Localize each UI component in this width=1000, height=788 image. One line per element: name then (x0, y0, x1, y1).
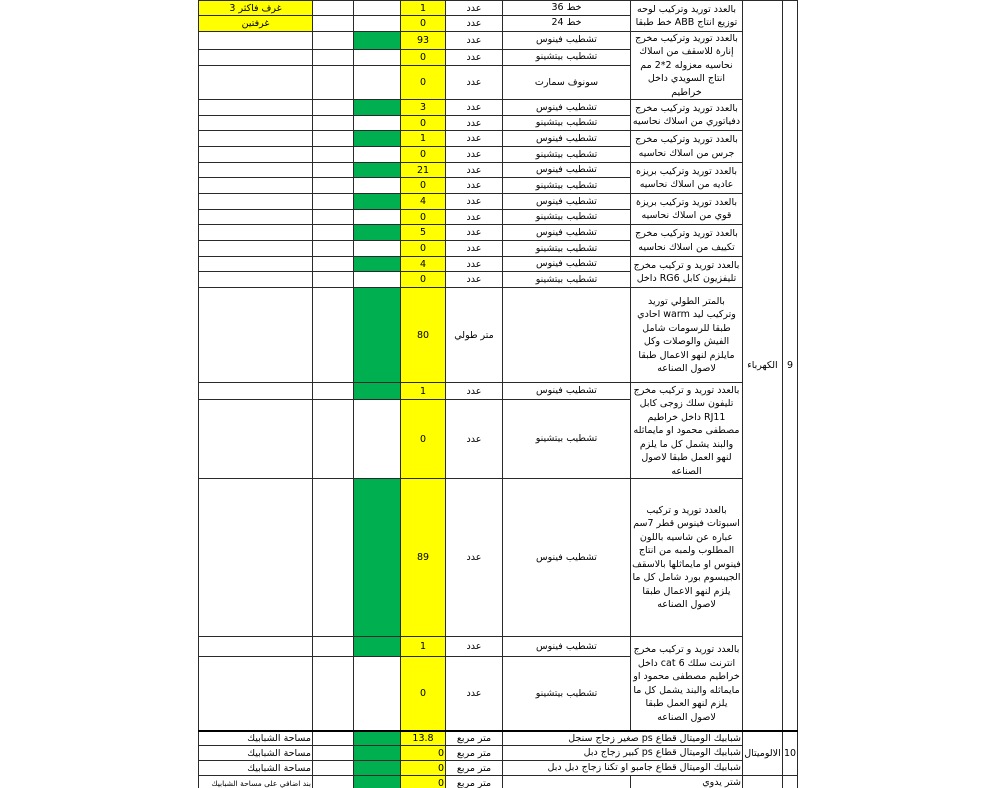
unit-cell: عدد (446, 66, 503, 100)
empty-cell (313, 131, 354, 147)
quantity-cell: 0 (401, 116, 446, 131)
marker-cell (354, 178, 401, 194)
item-cell: تشطيب فينوس (503, 383, 631, 400)
unit-cell: عدد (446, 147, 503, 163)
unit-cell: عدد (446, 163, 503, 178)
quantity-cell: 0 (401, 178, 446, 194)
item-cell: سونوف سمارت (503, 66, 631, 100)
empty-cell (313, 49, 354, 66)
marker-cell (354, 194, 401, 210)
empty-cell (313, 1, 354, 16)
marker-cell (354, 776, 401, 788)
section-number-cell: 9 (783, 1, 798, 731)
empty-cell (313, 731, 354, 746)
section-name-cell: الكهرباء (743, 1, 783, 731)
unit-cell: متر مربع (446, 746, 503, 761)
quantity-cell: 0 (401, 241, 446, 257)
marker-cell (354, 383, 401, 400)
row-label-cell: غرفتين (199, 16, 313, 32)
description-cell: بالعدد توريد و تركيب مخرج تليفون سلك زوجى كابل RJ11 داخل خراطيم مصطفى محمود او مايماثله والبند يشمل كل ما يلزم لنهو العمل طبقا لاصول الصناعه (631, 383, 743, 479)
unit-cell: عدد (446, 178, 503, 194)
unit-cell: عدد (446, 131, 503, 147)
quantity-cell: 4 (401, 194, 446, 210)
marker-cell (354, 116, 401, 131)
item-cell: خط 36 (503, 1, 631, 16)
quantity-cell: 0 (401, 400, 446, 479)
item-cell: تشطيب بيتشينو (503, 241, 631, 257)
marker-cell (354, 49, 401, 66)
empty-cell (313, 225, 354, 241)
marker-cell (354, 16, 401, 32)
empty-cell (313, 272, 354, 288)
item-cell: تشطيب بيتشينو (503, 400, 631, 479)
quantity-cell: 0 (401, 66, 446, 100)
item-cell: تشطيب فينوس (503, 163, 631, 178)
marker-cell (354, 66, 401, 100)
row-label-cell (199, 32, 313, 50)
marker-cell (354, 761, 401, 776)
quantity-cell: 0 (401, 761, 446, 776)
row-label-cell (199, 194, 313, 210)
empty-cell (313, 776, 354, 788)
row-label-cell (199, 66, 313, 100)
empty-cell (313, 637, 354, 657)
item-cell: تشطيب فينوس (503, 637, 631, 657)
empty-cell (313, 116, 354, 131)
unit-cell: عدد (446, 32, 503, 50)
empty-cell (313, 147, 354, 163)
description-cell: بالعدد توريد وتركيب مخرج جرس من اسلاك نحاسيه (631, 131, 743, 163)
empty-cell (313, 66, 354, 100)
item-cell: تشطيب بيتشينو (503, 49, 631, 66)
marker-cell (354, 241, 401, 257)
row-label-cell (199, 100, 313, 116)
quantity-cell: 1 (401, 131, 446, 147)
item-cell: شبابيك الوميتال قطاع ps صغير زجاج سنجل (503, 731, 743, 746)
quantity-cell: 13.8 (401, 731, 446, 746)
description-cell: بالمتر الطولي توريد وتركيب ليد warm احادي طبقا للرسومات شامل الفيش والوصلات وكل مايلزم لنهو الاعمال طبقا لاصول الصناعه (631, 288, 743, 383)
quantity-cell: 3 (401, 100, 446, 116)
empty-cell (313, 16, 354, 32)
marker-cell (354, 131, 401, 147)
marker-cell (354, 147, 401, 163)
row-label-cell (199, 257, 313, 272)
item-cell: تشطيب فينوس (503, 257, 631, 272)
empty-cell (313, 288, 354, 383)
quantity-cell: 1 (401, 1, 446, 16)
unit-cell: عدد (446, 49, 503, 66)
empty-cell (313, 241, 354, 257)
item-cell: تشطيب بيتشينو (503, 272, 631, 288)
marker-cell (354, 288, 401, 383)
row-label-cell (199, 637, 313, 657)
section-name-cell (743, 776, 783, 788)
description-cell: بالعدد توريد و تركيب مخرج تليفزيون كابل RG6 داخل (631, 257, 743, 288)
marker-cell (354, 257, 401, 272)
empty-cell (313, 100, 354, 116)
unit-cell: متر مربع (446, 731, 503, 746)
row-label-cell (199, 657, 313, 731)
quantity-cell: 89 (401, 479, 446, 637)
description-cell: بالعدد توريد وتركيب مخرج تكييف من اسلاك نحاسيه (631, 225, 743, 257)
empty-cell (313, 400, 354, 479)
unit-cell: عدد (446, 194, 503, 210)
unit-cell: عدد (446, 400, 503, 479)
row-label-cell (199, 225, 313, 241)
row-label-cell (199, 272, 313, 288)
item-cell: شبابيك الوميتال قطاع ps كبير زجاج دبل (503, 746, 743, 761)
unit-cell: عدد (446, 257, 503, 272)
item-cell: تشطيب بيتشينو (503, 147, 631, 163)
quantity-cell: 80 (401, 288, 446, 383)
marker-cell (354, 272, 401, 288)
empty-cell (313, 383, 354, 400)
row-label-cell (199, 49, 313, 66)
marker-cell (354, 163, 401, 178)
marker-cell (354, 225, 401, 241)
description-cell: بالعدد توريد وتركيب بريزه عاديه من اسلاك نحاسيه (631, 163, 743, 194)
description-cell: بالعدد توريد و تركيب مخرج انترنت سلك cat 6 داخل خراطيم مصطفى محمود او مايماثله والبند يشمل كل ما يلزم لنهو العمل طبقا لاصول الصناعه (631, 637, 743, 731)
unit-cell: عدد (446, 1, 503, 16)
row-label-cell (199, 116, 313, 131)
quantity-cell: 0 (401, 746, 446, 761)
item-cell: تشطيب فينوس (503, 32, 631, 50)
empty-cell (313, 761, 354, 776)
row-label-cell: غرف فاكثر 3 (199, 1, 313, 16)
marker-cell (354, 400, 401, 479)
description-cell: بالعدد توريد وتركيب مخرج دفياتوري من اسلاك نحاسيه (631, 100, 743, 131)
row-label-cell (199, 147, 313, 163)
unit-cell: عدد (446, 383, 503, 400)
row-label-cell: بند اضافي على مساحة الشبابيك (199, 776, 313, 788)
marker-cell (354, 746, 401, 761)
description-cell: بالعدد توريد وتركيب لوحه توزيع انتاج ABB خط طبقا (631, 1, 743, 32)
unit-cell: عدد (446, 210, 503, 225)
row-label-cell (199, 210, 313, 225)
row-label-cell (199, 479, 313, 637)
description-cell: بالعدد توريد وتركيب بريزة قوي من اسلاك نحاسيه (631, 194, 743, 225)
empty-cell (313, 178, 354, 194)
empty-cell (313, 479, 354, 637)
empty-cell (313, 32, 354, 50)
item-cell: تشطيب بيتشينو (503, 657, 631, 731)
item-cell: تشطيب بيتشينو (503, 178, 631, 194)
section-name-cell: الالوميتال (743, 731, 783, 776)
unit-cell: عدد (446, 479, 503, 637)
row-label-cell (199, 241, 313, 257)
section-number-cell: 10 (783, 731, 798, 776)
item-cell: خط 24 (503, 16, 631, 32)
quantity-cell: 0 (401, 16, 446, 32)
unit-cell: عدد (446, 272, 503, 288)
item-cell: تشطيب فينوس (503, 479, 631, 637)
quantity-cell: 0 (401, 272, 446, 288)
quantity-cell: 0 (401, 657, 446, 731)
item-cell (503, 288, 631, 383)
row-label-cell: مساحة الشبابيك (199, 761, 313, 776)
boq-table (198, 0, 798, 788)
marker-cell (354, 657, 401, 731)
item-cell: تشطيب بيتشينو (503, 210, 631, 225)
unit-cell: عدد (446, 100, 503, 116)
quantity-cell: 1 (401, 383, 446, 400)
quantity-cell: 1 (401, 637, 446, 657)
marker-cell (354, 32, 401, 50)
unit-cell: متر مربع (446, 776, 503, 788)
row-label-cell (199, 400, 313, 479)
row-label-cell: مساحة الشبابيك (199, 731, 313, 746)
description-cell: شتر يدوي (631, 776, 743, 788)
marker-cell (354, 210, 401, 225)
quantity-cell: 0 (401, 49, 446, 66)
row-label-cell (199, 383, 313, 400)
marker-cell (354, 1, 401, 16)
item-cell: تشطيب بيتشينو (503, 116, 631, 131)
item-cell: تشطيب فينوس (503, 194, 631, 210)
empty-cell (313, 163, 354, 178)
row-label-cell (199, 288, 313, 383)
item-cell: تشطيب فينوس (503, 225, 631, 241)
unit-cell: متر مربع (446, 761, 503, 776)
row-label-cell (199, 178, 313, 194)
unit-cell: عدد (446, 225, 503, 241)
quantity-cell: 0 (401, 776, 446, 788)
empty-cell (313, 657, 354, 731)
empty-cell (313, 194, 354, 210)
quantity-cell: 0 (401, 210, 446, 225)
item-cell: تشطيب فينوس (503, 131, 631, 147)
empty-cell (313, 746, 354, 761)
row-label-cell (199, 163, 313, 178)
unit-cell: عدد (446, 16, 503, 32)
marker-cell (354, 479, 401, 637)
section-number-cell (783, 776, 798, 788)
quantity-cell: 4 (401, 257, 446, 272)
unit-cell: عدد (446, 657, 503, 731)
row-label-cell (199, 131, 313, 147)
item-cell: تشطيب فينوس (503, 100, 631, 116)
empty-cell (313, 257, 354, 272)
unit-cell: عدد (446, 116, 503, 131)
item-cell (503, 776, 631, 788)
marker-cell (354, 637, 401, 657)
row-label-cell: مساحة الشبابيك (199, 746, 313, 761)
empty-cell (313, 210, 354, 225)
item-cell: شبابيك الوميتال قطاع جامبو او تكنا زجاج دبل دبل (503, 761, 743, 776)
quantity-cell: 93 (401, 32, 446, 50)
description-cell: بالعدد توريد و تركيب اسبوتات فينوس قطر 7سم عباره عن شاسيه باللون المطلوب ولمبه من انتاج فينوس او مايماثلها بالاسقف الجيبسوم بورد شامل كل ما يلزم لنهو الاعمال طبقا لاصول الصناعه (631, 479, 743, 637)
quantity-cell: 0 (401, 147, 446, 163)
unit-cell: متر طولي (446, 288, 503, 383)
description-cell: بالعدد توريد وتركيب مخرج إنارة للاسقف من اسلاك نحاسيه معزوله 2*2 مم انتاج السويدي داخل خراطيم (631, 32, 743, 100)
quantity-cell: 21 (401, 163, 446, 178)
quantity-cell: 5 (401, 225, 446, 241)
marker-cell (354, 100, 401, 116)
marker-cell (354, 731, 401, 746)
unit-cell: عدد (446, 637, 503, 657)
unit-cell: عدد (446, 241, 503, 257)
